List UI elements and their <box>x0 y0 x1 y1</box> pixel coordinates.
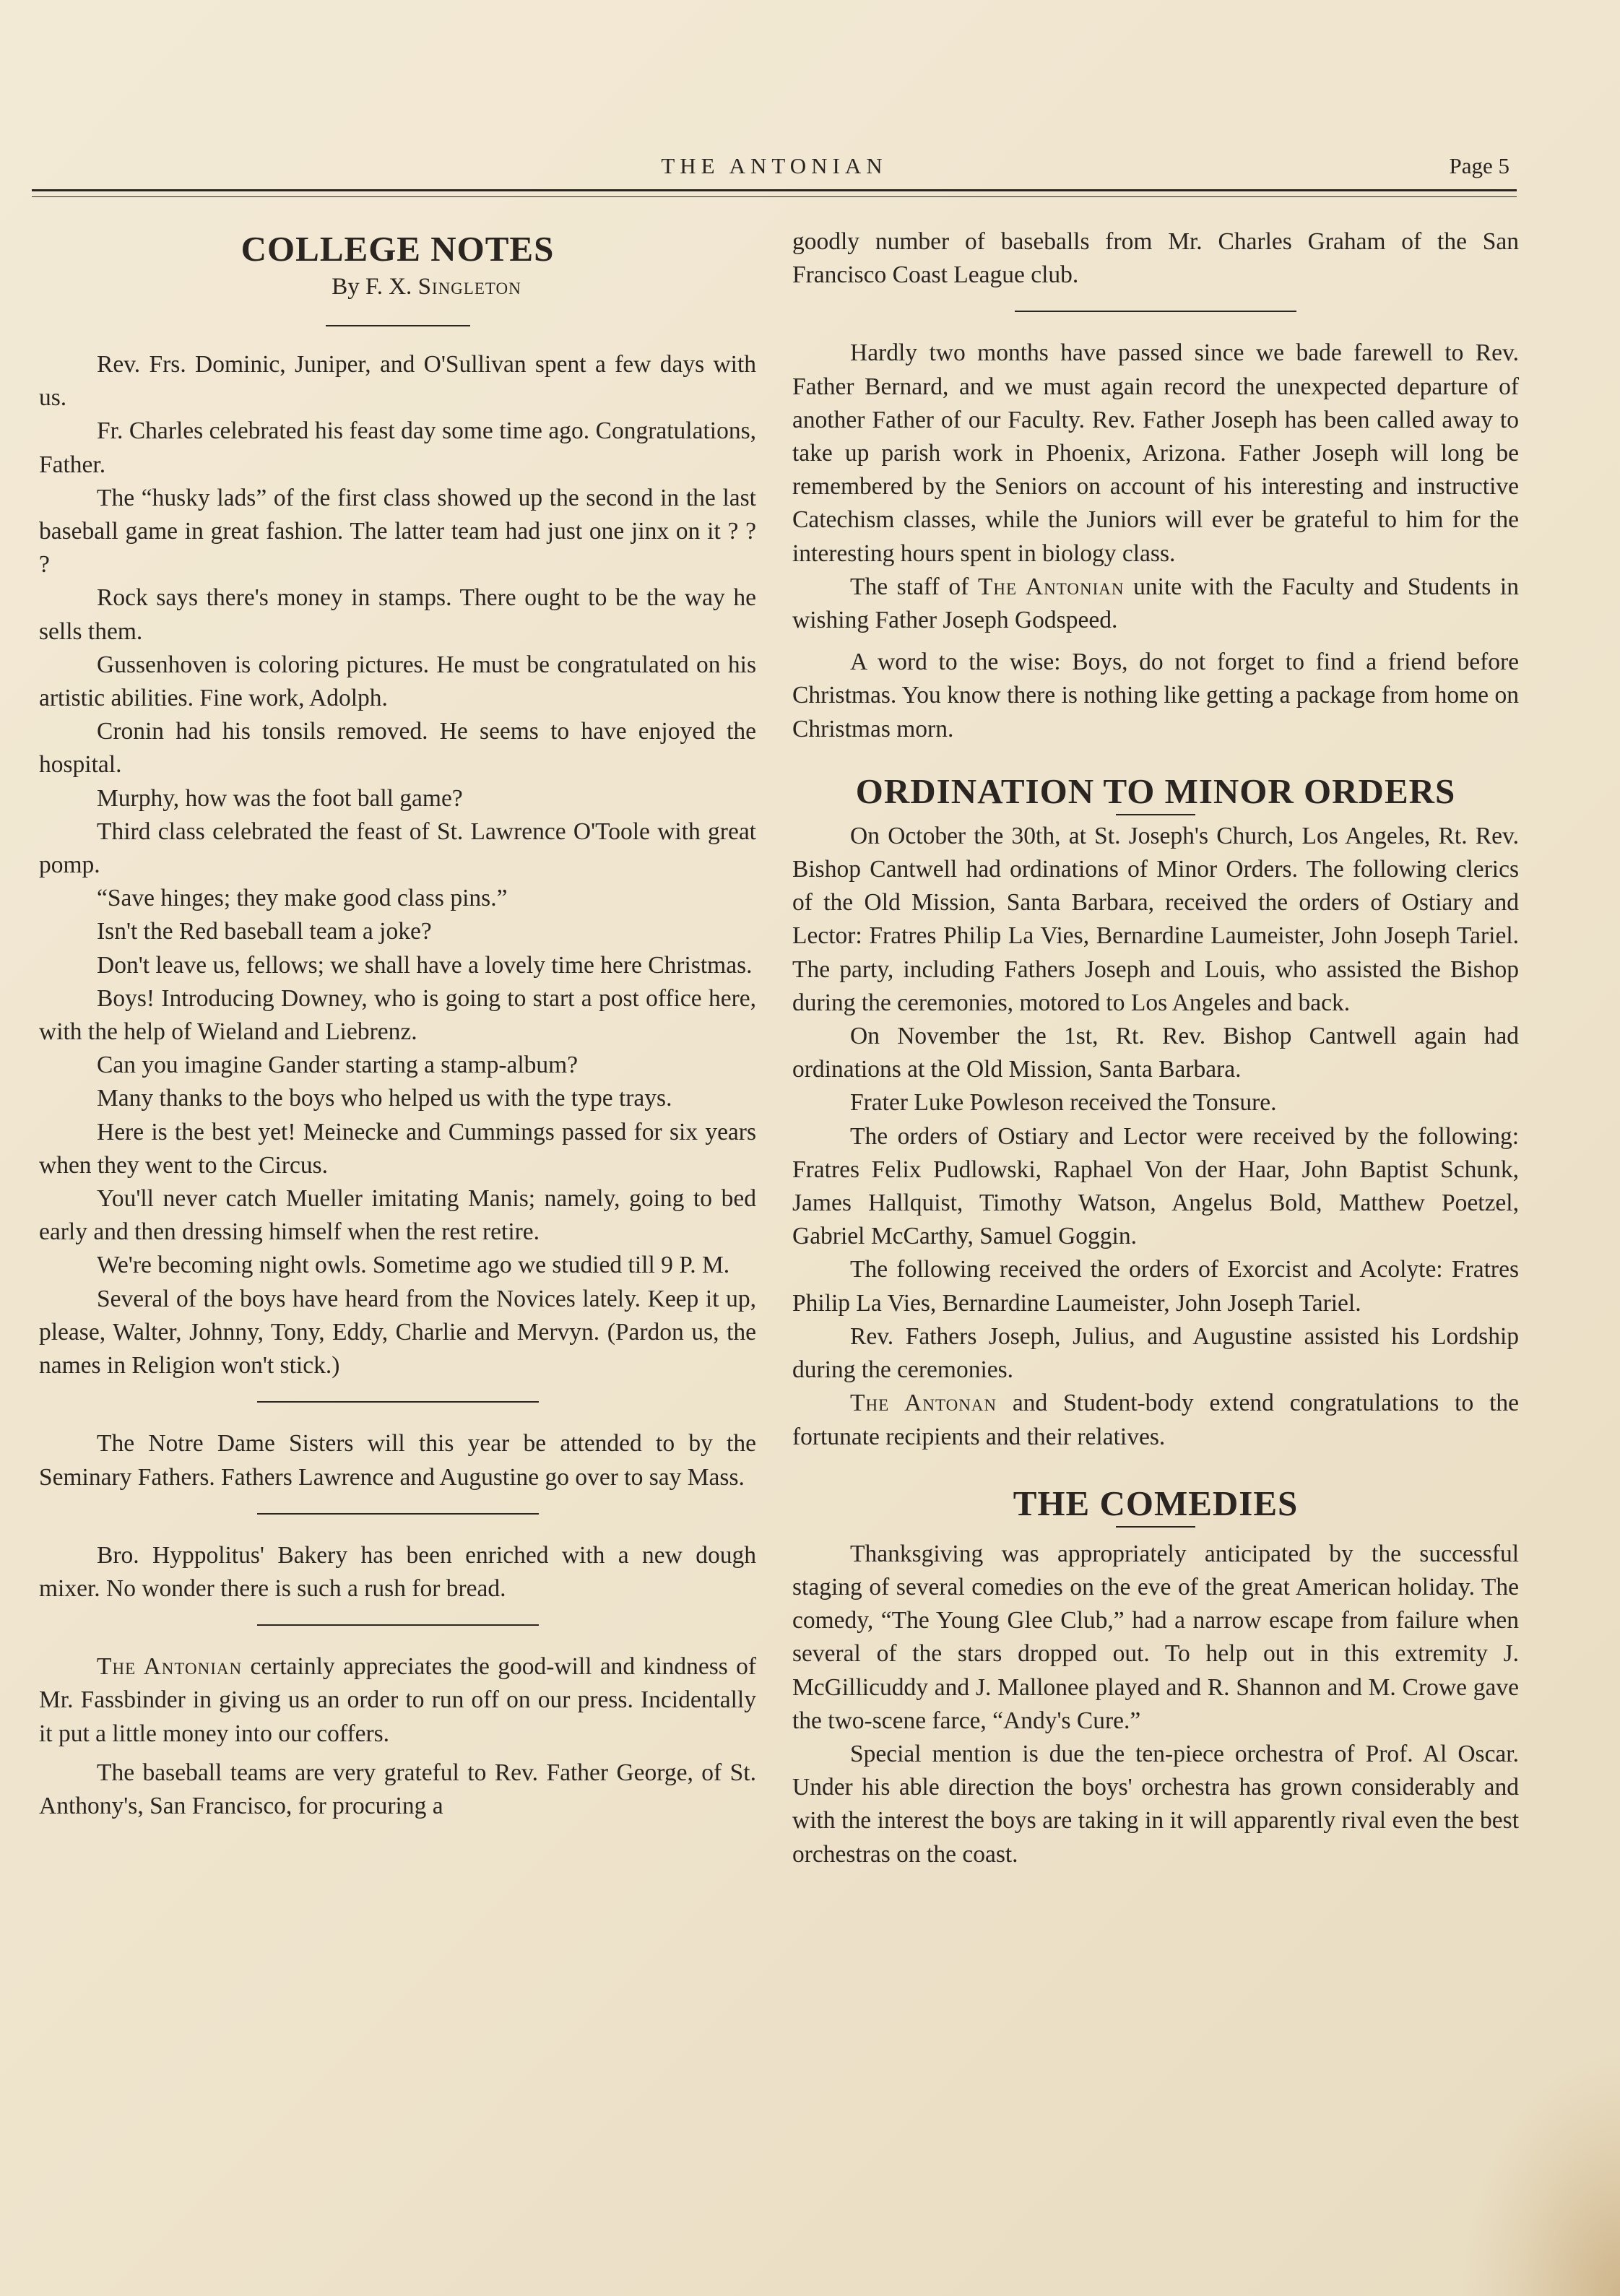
byline-prefix: By F. X. <box>332 274 412 300</box>
ordination-paragraph: The orders of Ostiary and Lector were received by the following: Fratres Felix Pudlowski, Raphael Von der Haar, John Baptist Schunk, James Hallquist, Timothy Watson, Angelus Bold, Matthew Poetzel, Gabriel McCarthy, Samuel Goggin. <box>792 1122 1519 1250</box>
godspeed-pre: The staff of <box>850 573 978 600</box>
college-notes-title: COLLEGE NOTES <box>241 229 555 269</box>
bakery-paragraph: Bro. Hyppolitus' Bakery has been enriched with a new dough mixer. No wonder there is such a rush for bread. <box>39 1541 756 1602</box>
right-column <box>792 225 1519 1871</box>
running-header <box>32 153 1517 182</box>
antonian-smallcaps: The Antonian <box>97 1653 243 1681</box>
note-paragraph: Gussenhoven is coloring pictures. He must be congratulated on his artistic abilities. Fine work, Adolph. <box>39 651 756 712</box>
ordination-paragraph: On November the 1st, Rt. Rev. Bishop Cantwell again had ordinations at the Old Mission, Santa Barbara. <box>792 1023 1519 1083</box>
comedies-paragraph: Thanksgiving was appropriately anticipated by the successful staging of several comedies on the eve of the great American holiday. The comedy, “The Young Glee Club,” had a narrow escape from failure when several of the stars dropped out. To help out in this extremity J. McGillicuddy and J. Mallonee played and R. Shannon and M. Crowe gave the two-scene farce, “Andy's Cure.” <box>792 1540 1519 1734</box>
ordination-paragraph: On October the 30th, at St. Joseph's Church, Los Angeles, Rt. Rev. Bishop Cantwell had ordinations of Minor Orders. The following clerics of the Old Mission, Santa Barbara, received the orders of Ostiary and Lector: Fratres Philip La Vies, Bernardine Laumeister, John Joseph Tariel. The party, including Fathers Joseph and Louis, who assisted the Bishop during the ceremonies, motored to Los Angeles and back. <box>792 822 1519 1016</box>
note-paragraph: Don't leave us, fellows; we shall have a lovely time here Christmas. <box>97 951 753 979</box>
ordination-paragraph: Frater Luke Powleson received the Tonsure. <box>850 1089 1277 1117</box>
title-underline <box>1116 814 1195 815</box>
note-paragraph: We're becoming night owls. Sometime ago we studied till 9 P. M. <box>97 1252 730 1279</box>
comedies-paragraph: Special mention is due the ten-piece orchestra of Prof. Al Oscar. Under his able direction the boys' orchestra has grown considerably and with the interest the boys are taking in it will apparently rival even the best orchestras on the coast. <box>792 1740 1519 1868</box>
congratulations-text: and Student-body extend congratulations to the fortunate recipients and their relatives. <box>792 1390 1519 1450</box>
paper-stain <box>1461 2050 1620 2296</box>
note-paragraph: You'll never catch Mueller imitating Manis; namely, going to bed early and then dressing himself when the rest retire. <box>39 1185 756 1246</box>
publication-title: THE ANTONIAN <box>661 153 888 178</box>
note-paragraph: Many thanks to the boys who helped us with the type trays. <box>97 1085 672 1112</box>
byline <box>39 270 756 303</box>
section-divider <box>257 1513 539 1515</box>
title-underline <box>1116 1526 1195 1528</box>
section-divider <box>257 1401 539 1403</box>
baseball-continued: goodly number of baseballs from Mr. Charles Graham of the San Francisco Coast League club. <box>792 228 1519 289</box>
note-paragraph: Can you imagine Gander starting a stamp-album? <box>97 1052 579 1079</box>
section-divider <box>1015 311 1296 312</box>
antonan-smallcaps: The Antonan <box>850 1390 997 1417</box>
note-paragraph: Fr. Charles celebrated his feast day some time ago. Congratulations, Father. <box>39 417 756 478</box>
father-joseph-paragraph: Hardly two months have passed since we bade farewell to Rev. Father Bernard, and we must again record the unexpected departure of another Father of our Faculty. Rev. Father Joseph has been called away to take up parish work in Phoenix, Arizona. Father Joseph will long be remembered by the Seniors on account of his interesting and instructive Catechism classes, while the Juniors will ever be grateful to him for the interesting hours spent in biology class. <box>792 339 1519 567</box>
godspeed-post: unite with the Faculty and Students in wishing Father Joseph Godspeed. <box>792 573 1519 634</box>
notre-dame-paragraph: The Notre Dame Sisters will this year be attended to by the Seminary Fathers. Fathers Lawrence and Augustine go over to say Mass. <box>39 1430 756 1491</box>
wise-paragraph: A word to the wise: Boys, do not forget to find a friend before Christmas. You know there is nothing like getting a package from home on Christmas morn. <box>792 649 1519 742</box>
congratulations-paragraph <box>792 1387 1519 1453</box>
note-paragraph: Cronin had his tonsils removed. He seems to have enjoyed the hospital. <box>39 718 756 779</box>
ordination-paragraph: Rev. Fathers Joseph, Julius, and Augustine assisted his Lordship during the ceremonies. <box>792 1322 1519 1384</box>
godspeed-paragraph <box>792 571 1519 637</box>
note-paragraph: Rev. Frs. Dominic, Juniper, and O'Sullivan spent a few days with us. <box>39 351 756 412</box>
fassbinder-paragraph <box>39 1650 756 1751</box>
left-column <box>39 228 756 1823</box>
note-paragraph: The “husky lads” of the first class showed up the second in the last baseball game in great fashion. The latter team had just one jinx on it ? ? ? <box>39 484 756 579</box>
note-paragraph: Rock says there's money in stamps. There ought to be the way he sells them. <box>39 584 756 645</box>
section-divider <box>257 1624 539 1626</box>
note-paragraph: Several of the boys have heard from the Novices lately. Keep it up, please, Walter, Johnny, Tony, Eddy, Charlie and Mervyn. (Pardon us, the names in Religion won't stick.) <box>39 1285 756 1379</box>
header-rule <box>32 189 1517 197</box>
note-paragraph: “Save hinges; they make good class pins.” <box>97 885 508 912</box>
note-paragraph: Here is the best yet! Meinecke and Cummings passed for six years when they went to the Circus. <box>39 1118 756 1179</box>
baseball-paragraph: The baseball teams are very grateful to Rev. Father George, of St. Anthony's, San Francisco, for procuring a <box>39 1759 756 1819</box>
comedies-title: THE COMEDIES <box>1013 1483 1299 1523</box>
antonian-smallcaps: The Antonian <box>977 573 1125 600</box>
fassbinder-text: certainly appreciates the good-will and kindness of Mr. Fassbinder in giving us an order to run off on our press. Incidentally it put a little money into our coffers. <box>39 1653 756 1747</box>
note-paragraph: Murphy, how was the foot ball game? <box>97 784 463 812</box>
section-divider <box>326 325 470 326</box>
note-paragraph: Boys! Introducing Downey, who is going to start a post office here, with the help of Wieland and Liebrenz. <box>39 984 756 1046</box>
ordination-paragraph: The following received the orders of Exorcist and Acolyte: Fratres Philip La Vies, Bernardine Laumeister, John Joseph Tariel. <box>792 1256 1519 1317</box>
note-paragraph: Third class celebrated the feast of St. Lawrence O'Toole with great pomp. <box>39 818 756 879</box>
ordination-title: ORDINATION TO MINOR ORDERS <box>855 771 1456 811</box>
byline-name: Singleton <box>417 274 521 300</box>
note-paragraph: Isn't the Red baseball team a joke? <box>97 918 432 945</box>
page-number: Page 5 <box>1449 153 1509 178</box>
